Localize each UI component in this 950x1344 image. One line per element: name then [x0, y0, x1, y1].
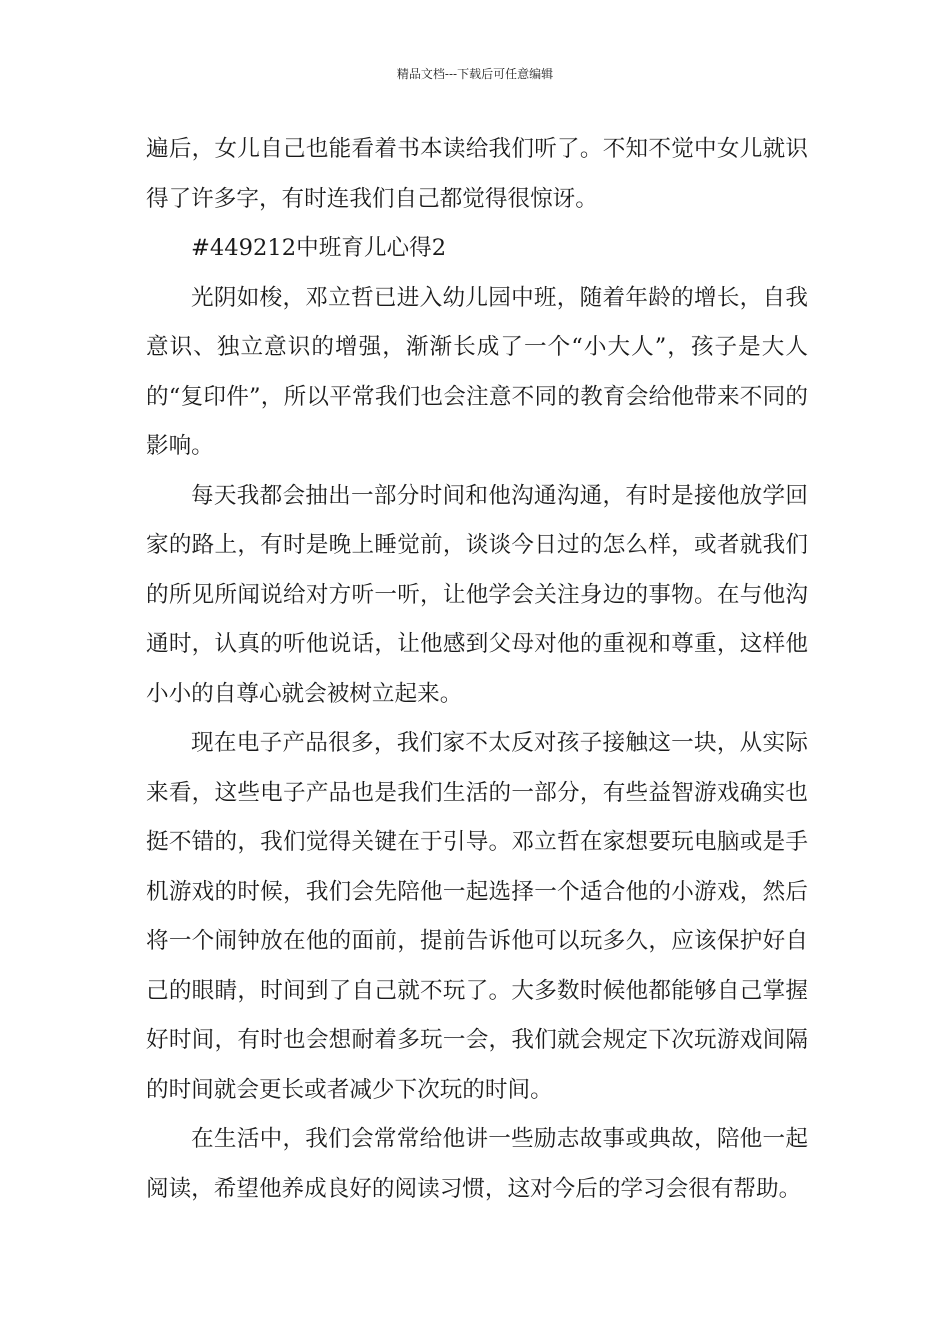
document-body [146, 125, 808, 1214]
page-header: 精品文档---下载后可任意编辑 [396, 67, 554, 81]
paragraph: 光阴如梭，邓立哲已进入幼儿园中班，随着年龄的增长，自我意识、独立意识的增强，渐渐长成了一个“小大人”，孩子是大人的“复印件”，所以平常我们也会注意不同的教育会给他带来不同的影响。 [146, 284, 808, 459]
paragraph: 在生活中，我们会常常给他讲一些励志故事或典故，陪他一起阅读，希望他养成良好的阅读习惯，这对今后的学习会很有帮助。 [146, 1126, 808, 1202]
paragraph: 每天我都会抽出一部分时间和他沟通沟通，有时是接他放学回家的路上，有时是晚上睡觉前，谈谈今日过的怎么样，或者就我们的所见所闻说给对方听一听，让他学会关注身边的事物。在与他沟通时，认真的听他说话，让他感到父母对他的重视和尊重，这样他小小的自尊心就会被树立起来。 [146, 482, 808, 707]
paragraph: 现在电子产品很多，我们家不太反对孩子接触这一块，从实际来看，这些电子产品也是我们生活的一部分，有些益智游戏确实也挺不错的，我们觉得关键在于引导。邓立哲在家想要玩电脑或是手机游戏的时候，我们会先陪他一起选择一个适合他的小游戏，然后将一个闹钟放在他的面前，提前告诉他可以玩多久，应该保护好自己的眼睛，时间到了自己就不玩了。大多数时候他都能够自己掌握好时间，有时也会想耐着多玩一会，我们就会规定下次玩游戏间隔的时间就会更长或者减少下次玩的时间。 [146, 730, 808, 1103]
section-heading: #449212中班育儿心得2 [191, 235, 447, 261]
paragraph-continuation: 遍后，女儿自己也能看着书本读给我们听了。不知不觉中女儿就识得了许多字，有时连我们自己都觉得很惊讶。 [146, 136, 808, 212]
